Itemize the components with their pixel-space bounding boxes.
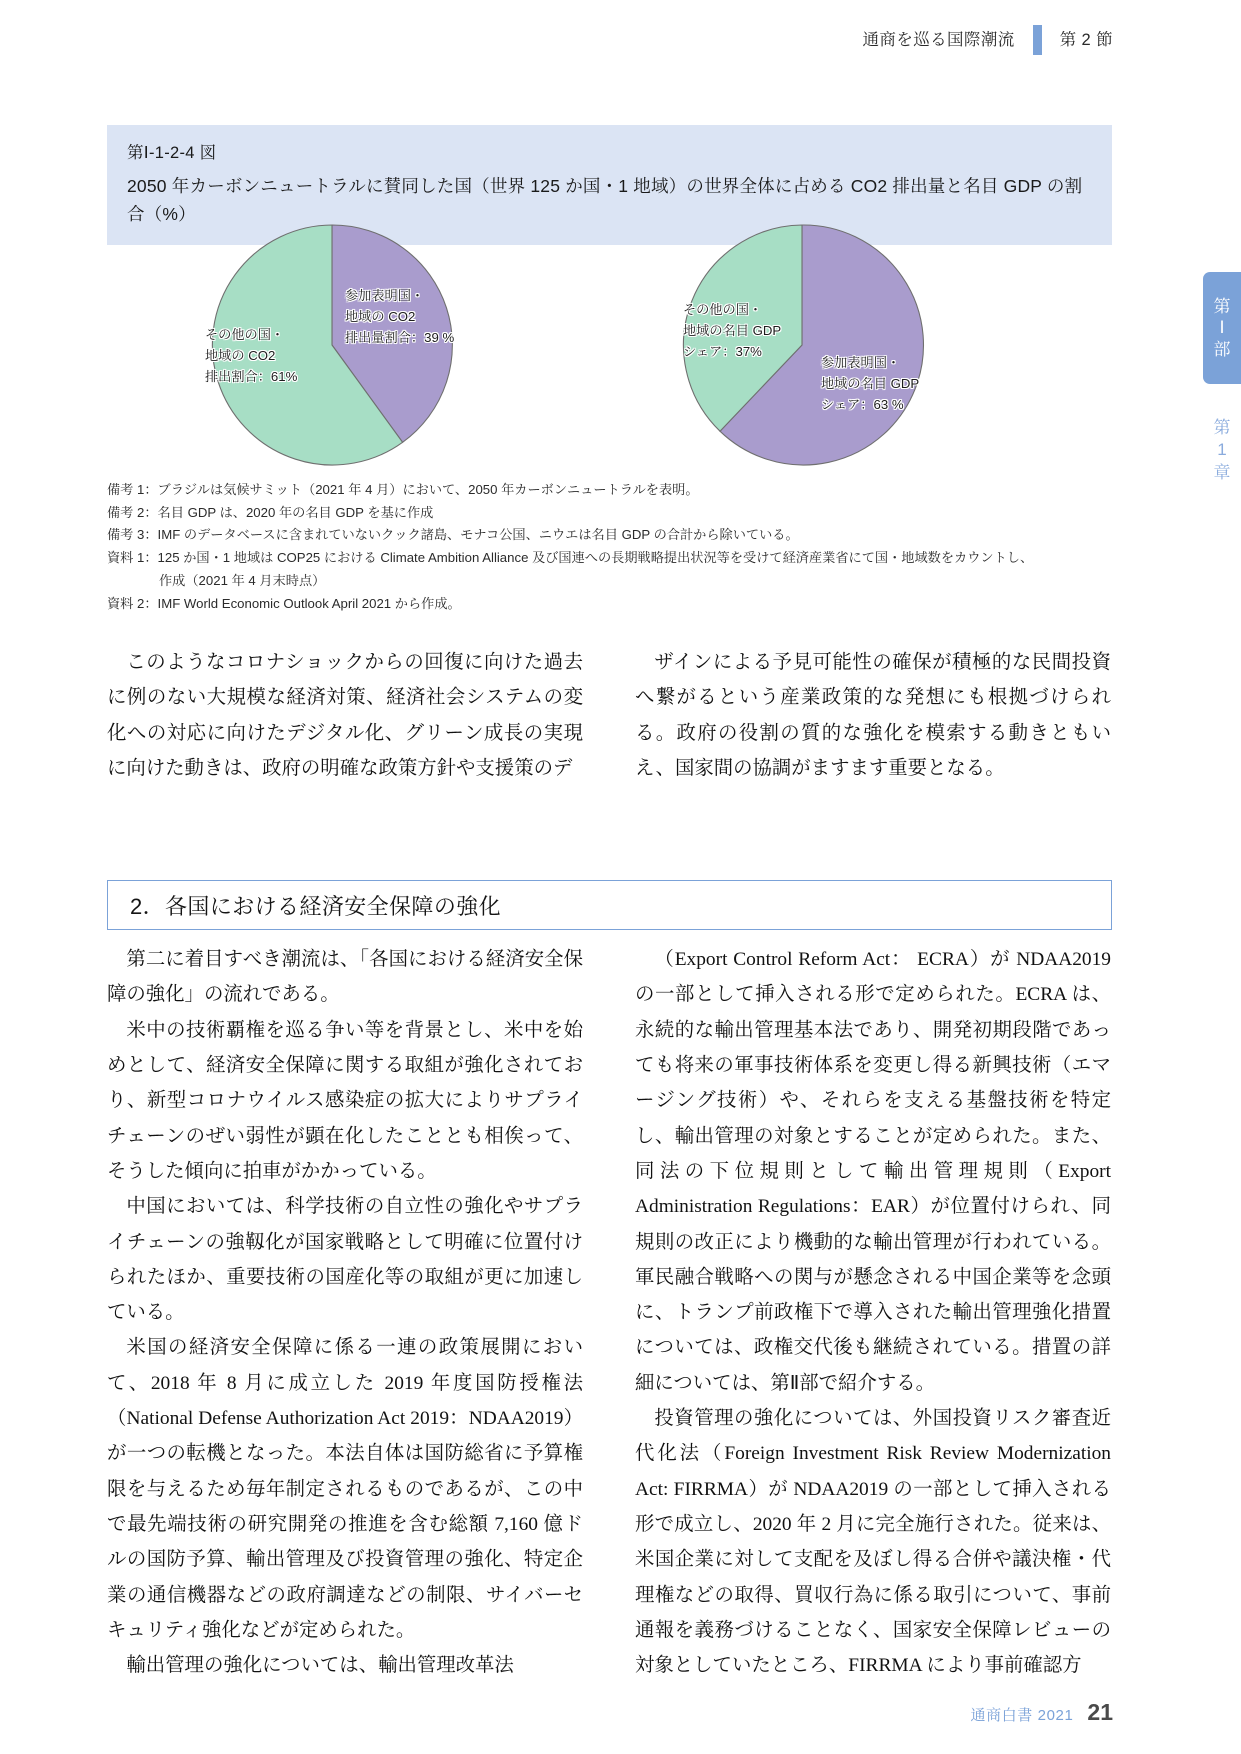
paragraph: 第二に着目すべき潮流は、「各国における経済安全保障の強化」の流れである。	[107, 949, 583, 1006]
figure-note-2: 備考 2：名目 GDP は、2020 年の名目 GDP を基に作成	[107, 504, 434, 520]
pie-label-gdp-participant	[821, 353, 919, 416]
paragraph: ザインによる予見可能性の確保が積極的な民間投資へ繋がるという産業政策的な発想にも根拠づけられる。政府の役割の質的な強化を模索する動きともいえ、国家間の協調がますます重要となる。	[635, 652, 1111, 779]
paragraph: 米中の技術覇権を巡る争い等を背景とし、米中を始めとして、経済安全保障に関する取組が強化されており、新型コロナウイルス感染症の拡大によりサプライチェーンのぜい弱性が顕在化したこととも相俟って、そうした傾向に拍車がかかっている。	[107, 1019, 583, 1182]
pie-label-co2-other-line-3: 排出割合：61%	[205, 368, 298, 384]
side-tab-part-char-2: Ⅰ	[1219, 318, 1225, 338]
pie-label-gdp-participant-line-1: 参加表明国・	[821, 355, 901, 370]
paragraph: 輸出管理の強化については、輸出管理改革法	[126, 1655, 514, 1677]
side-tab-chapter-char-2: 1	[1217, 440, 1227, 460]
pie-label-gdp-other-line-3: シェア：37%	[683, 343, 762, 359]
pie-label-co2-participant-line-3: 排出量割合：39 %	[345, 329, 455, 345]
side-tab-part	[1203, 272, 1241, 384]
upper-body-column-right	[635, 645, 1111, 786]
figure-source-2: 資料 2：IMF World Economic Outlook April 2021 から作成。	[107, 595, 461, 611]
paragraph: （Export Control Reform Act： ECRA）が NDAA2019の一部として挿入される形で定められた。ECRA は、永続的な輸出管理基本法であり、開発初期段階であっても将来の軍事技術体系を変更し得る新興技術（エマージング技術）や、それらを支える基盤技術を特定し、輸出管理の対象とすることが定められた。また、同法の下位規則として輸出管理規則（Export Administration Regulations：EAR）が位置付けられ、同規則の改正により機動的な輸出管理が行われている。軍民融合戦略への関与が懸念される中国企業等を念頭に、トランプ前政権下で導入された輸出管理強化措置については、政権交代後も継続されている。措置の詳細については、第Ⅱ部で紹介する。	[635, 949, 1111, 1394]
figure-note-3: 備考 3：IMF のデータベースに含まれていないクック諸島、モナコ公国、ニウエは名目 GDP の合計から除いている。	[107, 527, 799, 543]
lower-body-columns	[107, 942, 1112, 1684]
page-number: 21	[1087, 1699, 1113, 1725]
figure-source-1: 資料 1：125 か国・1 地域は COP25 における Climate Ambition Alliance 及び国連への長期戦略提出状況等を受けて経済産業省にて国・地域数をカウントし、	[107, 550, 1034, 566]
pie-label-co2-participant	[345, 286, 454, 349]
lower-body-column-left	[107, 942, 583, 1684]
figure-number: 第Ⅰ-1-2-4 図	[127, 144, 217, 162]
side-tab-chapter	[1203, 400, 1241, 500]
pie-label-gdp-other-line-1: その他の国・	[683, 302, 763, 317]
figure-note-1: 備考 1：ブラジルは気候サミット（2021 年 4 月）において、2050 年カーボンニュートラルを表明。	[107, 482, 699, 497]
header-divider-bar	[1033, 25, 1042, 55]
pie-label-co2-other-line-2: 地域の CO2	[205, 347, 276, 363]
side-tab-chapter-char-3: 章	[1213, 462, 1231, 482]
side-tab-part-char-1: 第	[1213, 296, 1231, 316]
header-section-label: 第 2 節	[1059, 31, 1113, 49]
footer-label: 通商白書 2021	[970, 1707, 1074, 1724]
page-header	[863, 22, 1113, 58]
pie-label-gdp-other	[683, 300, 781, 363]
section-heading: 2．各国における経済安全保障の強化	[107, 880, 1112, 930]
page-footer	[970, 1699, 1113, 1726]
side-tab-chapter-char-1: 第	[1213, 417, 1231, 437]
pie-label-gdp-participant-line-3: シェア：63 %	[821, 396, 904, 412]
figure-source-1-cont: 作成（2021 年 4 月末時点）	[159, 572, 326, 588]
pie-label-co2-participant-line-1: 参加表明国・	[345, 288, 425, 303]
pie-label-gdp-participant-line-2: 地域の名目 GDP	[821, 375, 920, 391]
paragraph: 中国においては、科学技術の自立性の強化やサプライチェーンの強靱化が国家戦略として明確に位置付けられたほか、重要技術の国産化等の取組が更に加速している。	[107, 1196, 583, 1324]
upper-body-columns	[107, 645, 1112, 786]
pie-label-co2-participant-line-2: 地域の CO2	[345, 308, 416, 324]
pie-label-gdp-other-line-2: 地域の名目 GDP	[683, 322, 782, 338]
paragraph: このようなコロナショックからの回復に向けた過去に例のない大規模な経済対策、経済社会システムの変化への対応に向けたデジタル化、グリーン成長の実現に向けた動きは、政府の明確な政策方針や支援策のデ	[107, 652, 583, 779]
pie-label-co2-other-line-1: その他の国・	[205, 327, 285, 342]
upper-body-column-left	[107, 645, 583, 786]
figure-title: 2050 年カーボンニュートラルに賛同した国（世界 125 か国・1 地域）の世界全体に占める CO2 排出量と名目 GDP の割合（%）	[127, 176, 1083, 225]
figure-notes	[107, 479, 1127, 615]
paragraph: 米国の経済安全保障に係る一連の政策展開において、2018 年 8 月に成立した 2019 年度国防授権法（National Defense Authorization Act 2019：NDAA2019）が一つの転機となった。本法自体は国防総省に予算権限を与えるため毎年制定されるものであるが、この中で最先端技術の研究開発の推進を含む総額 7,160 億ドルの国防予算、輸出管理及び投資管理の強化、特定企業の通信機器などの政府調達などの制限、サイバーセキュリティ強化などが定められた。	[107, 1337, 583, 1641]
header-title: 通商を巡る国際潮流	[862, 31, 1015, 49]
side-tab-part-char-3: 部	[1213, 339, 1231, 359]
figure-chart-area	[107, 213, 1112, 475]
pie-label-co2-other	[205, 325, 297, 388]
paragraph: 投資管理の強化については、外国投資リスク審査近代化法（Foreign Investment Risk Review Modernization Act: FIRRMA）が NDAA2019 の一部として挿入される形で成立し、2020 年 2 月に完全施行された。従来は、米国企業に対して支配を及ぼし得る合併や議決権・代理権などの取得、買収行為に係る取引について、事前通報を義務づけることなく、国家安全保障レビューの対象としていたところ、FIRRMA により事前確認方	[635, 1408, 1111, 1677]
lower-body-column-right	[635, 942, 1111, 1684]
